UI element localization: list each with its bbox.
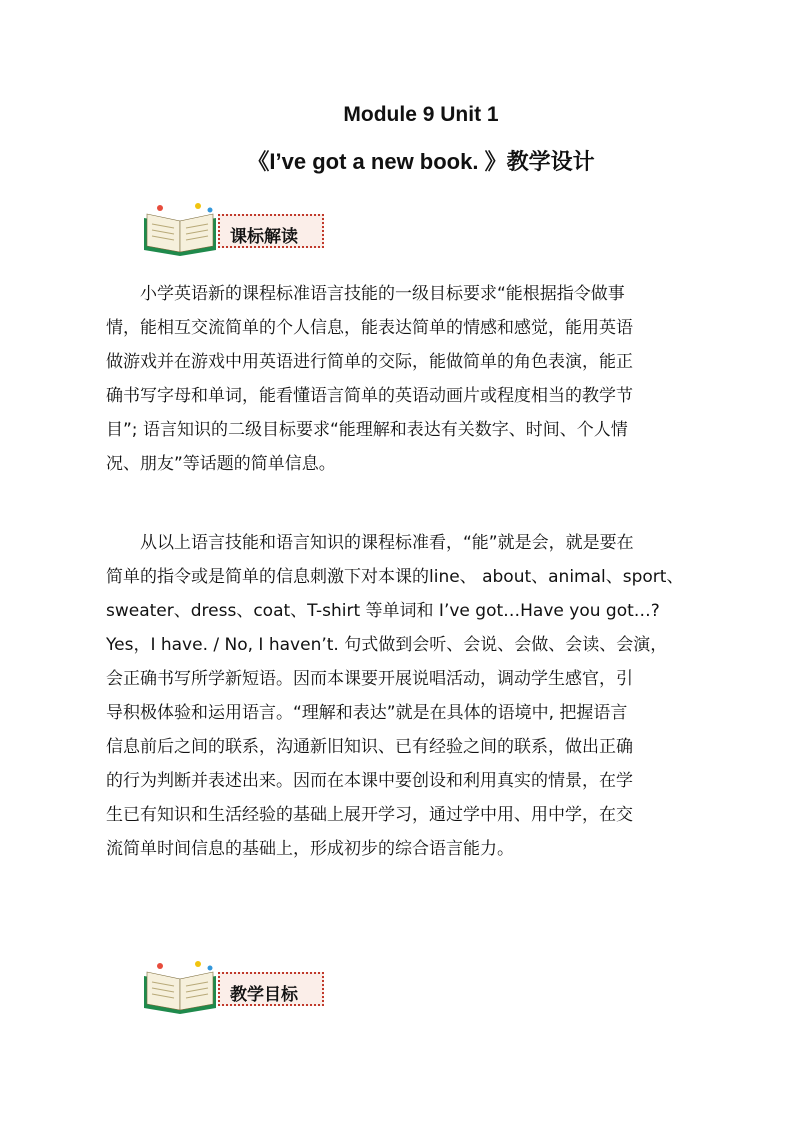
paragraph-line: 情，能相互交流简单的个人信息，能表达简单的情感和感觉，能用英语 <box>106 318 633 338</box>
paragraph-line: sweater、dress、coat、T-shirt 等单词和 I’ve got…Have you got…? <box>106 601 660 621</box>
paragraph-line: 简单的指令或是简单的信息刺激下对本课的line、 about、animal、sport、 <box>106 567 684 587</box>
paragraph-line: 信息前后之间的联系，沟通新旧知识、已有经验之间的联系，做出正确 <box>106 737 633 757</box>
paragraph-line: 生已有知识和生活经验的基础上展开学习，通过学中用、用中学，在交 <box>106 805 633 825</box>
paragraph-line: 流简单时间信息的基础上，形成初步的综合语言能力。 <box>106 839 514 859</box>
section-label-box <box>218 214 324 248</box>
open-book-icon <box>140 958 230 1018</box>
section-label-box <box>218 972 324 1006</box>
paragraph-line: 小学英语新的课程标准语言技能的一级目标要求“能根据指令做事 <box>140 284 625 304</box>
paragraph-line: 的行为判断并表述出来。因而在本课中要创设和利用真实的情景，在学 <box>106 771 633 791</box>
document-subtitle: 《I’ve got a new book. 》教学设计 <box>247 149 595 174</box>
paragraph-line: 导积极体验和运用语言。“理解和表达”就是在具体的语境中, 把握语言 <box>106 703 628 723</box>
paragraph-line: 目”; 语言知识的二级目标要求“能理解和表达有关数字、时间、个人情 <box>106 420 628 440</box>
open-book-icon <box>140 200 230 260</box>
section-label: 教学目标 <box>230 985 298 1005</box>
paragraph-lesson-analysis <box>106 526 690 866</box>
document-title: Module 9 Unit 1 <box>343 103 499 126</box>
paragraph-line: 确书写字母和单词，能看懂语言简单的英语动画片或程度相当的教学节 <box>106 386 633 406</box>
paragraph-line: 况、朋友”等话题的简单信息。 <box>106 454 336 474</box>
section-label: 课标解读 <box>230 227 298 247</box>
section-header-objectives <box>140 958 340 1018</box>
paragraph-curriculum-goals <box>106 277 690 481</box>
section-header-standards <box>140 200 340 260</box>
paragraph-line: 会正确书写所学新短语。因而本课要开展说唱活动，调动学生感官，引 <box>106 669 633 689</box>
paragraph-line: Yes，I have. / No, I haven’t. 句式做到会听、会说、会做、会读、会演， <box>106 635 668 655</box>
paragraph-line: 做游戏并在游戏中用英语进行简单的交际，能做简单的角色表演，能正 <box>106 352 633 372</box>
paragraph-line: 从以上语言技能和语言知识的课程标准看，“能”就是会，就是要在 <box>140 533 634 553</box>
